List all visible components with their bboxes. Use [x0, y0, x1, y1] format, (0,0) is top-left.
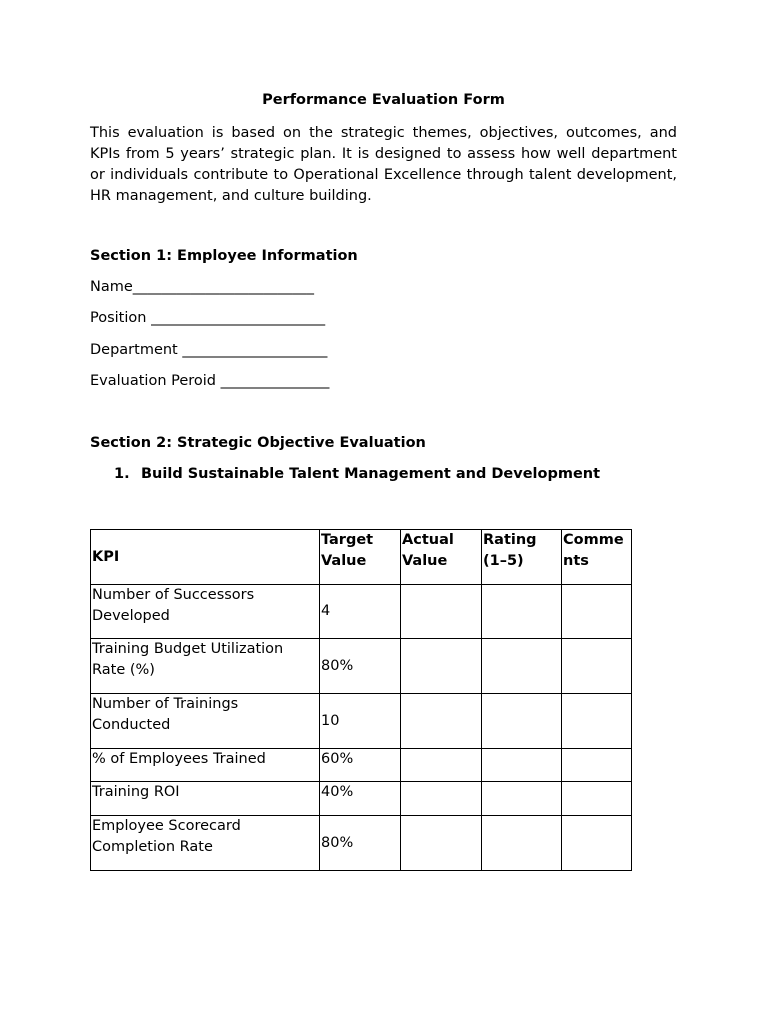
comments-cell[interactable] — [562, 694, 632, 749]
objective-title: Build Sustainable Talent Management and Development — [141, 466, 601, 482]
actual-value-cell[interactable] — [401, 639, 482, 694]
target-value-cell: 40% — [320, 782, 401, 816]
kpi-header-text: KPI — [92, 548, 120, 565]
comments-header-line2: nts — [563, 553, 589, 569]
evaluation-period-field — [90, 373, 329, 389]
actual-header-line2: Value — [402, 553, 448, 569]
objective-heading — [114, 466, 600, 482]
actual-value-cell[interactable] — [401, 782, 482, 816]
table-row — [91, 639, 632, 694]
target-header-line2: Value — [321, 553, 367, 569]
kpi-cell — [91, 816, 320, 871]
name-label: Name — [90, 279, 133, 295]
evaluation-period-blank: _______________ — [220, 373, 330, 389]
position-label: Position — [90, 310, 152, 326]
comments-cell[interactable] — [562, 782, 632, 816]
actual-value-header — [401, 530, 482, 585]
target-value-cell: 80% — [320, 639, 401, 694]
kpi-table-header-row — [91, 530, 632, 585]
table-row — [91, 749, 632, 782]
rating-cell[interactable] — [482, 639, 562, 694]
actual-value-cell[interactable] — [401, 694, 482, 749]
kpi-text-line2: Completion Rate — [92, 839, 213, 855]
department-blank: ____________________ — [182, 342, 328, 358]
evaluation-period-label: Evaluation Peroid — [90, 373, 221, 389]
target-value-cell: 80% — [320, 816, 401, 871]
rating-cell[interactable] — [482, 694, 562, 749]
kpi-table — [90, 529, 632, 871]
kpi-cell — [91, 694, 320, 749]
rating-header-line2: (1–5) — [483, 553, 524, 569]
objective-number: 1. — [114, 466, 130, 482]
kpi-cell: Training ROI — [91, 782, 320, 816]
actual-value-cell[interactable] — [401, 816, 482, 871]
position-blank: ________________________ — [151, 310, 326, 326]
kpi-cell — [91, 639, 320, 694]
actual-value-cell[interactable] — [401, 749, 482, 782]
target-header-line1: Target — [321, 532, 374, 548]
rating-cell[interactable] — [482, 749, 562, 782]
kpi-cell — [91, 585, 320, 639]
name-field — [90, 279, 314, 295]
position-field — [90, 310, 325, 326]
department-label: Department — [90, 342, 183, 358]
rating-header — [482, 530, 562, 585]
target-value-cell: 4 — [320, 585, 401, 639]
target-value-cell: 10 — [320, 694, 401, 749]
kpi-text-line2: Developed — [92, 608, 170, 624]
kpi-text: Employee Scorecard — [92, 818, 241, 834]
comments-cell[interactable] — [562, 749, 632, 782]
actual-header-line1: Actual — [402, 532, 454, 548]
rating-header-line1: Rating — [483, 532, 537, 548]
name-blank: _________________________ — [132, 279, 315, 295]
comments-header-line1: Comme — [563, 532, 624, 548]
section1-heading: Section 1: Employee Information — [90, 248, 358, 264]
table-row — [91, 816, 632, 871]
kpi-header — [91, 530, 320, 585]
kpi-text: Number of Trainings — [92, 696, 239, 712]
department-field — [90, 342, 327, 358]
kpi-cell: % of Employees Trained — [91, 749, 320, 782]
section2-heading: Section 2: Strategic Objective Evaluation — [90, 435, 426, 451]
actual-value-cell[interactable] — [401, 585, 482, 639]
form-title: Performance Evaluation Form — [262, 92, 505, 108]
kpi-text-line2: Conducted — [92, 717, 171, 733]
comments-cell[interactable] — [562, 639, 632, 694]
kpi-text: Number of Successors — [92, 587, 255, 603]
target-value-header — [320, 530, 401, 585]
kpi-text-line2: Rate (%) — [92, 662, 155, 678]
table-row — [91, 585, 632, 639]
rating-cell[interactable] — [482, 816, 562, 871]
table-row — [91, 782, 632, 816]
comments-cell[interactable] — [562, 585, 632, 639]
intro-paragraph: This evaluation is based on the strategic themes, objectives, outcomes, and KPIs from 5 years’ strategic plan. It is designed to assess how well department or individuals contribute to Operational Excellence through talent development, HR management, and culture building. — [90, 125, 677, 204]
rating-cell[interactable] — [482, 782, 562, 816]
target-value-cell: 60% — [320, 749, 401, 782]
comments-header — [562, 530, 632, 585]
kpi-text: Training Budget Utilization — [92, 641, 284, 657]
table-row — [91, 694, 632, 749]
rating-cell[interactable] — [482, 585, 562, 639]
comments-cell[interactable] — [562, 816, 632, 871]
